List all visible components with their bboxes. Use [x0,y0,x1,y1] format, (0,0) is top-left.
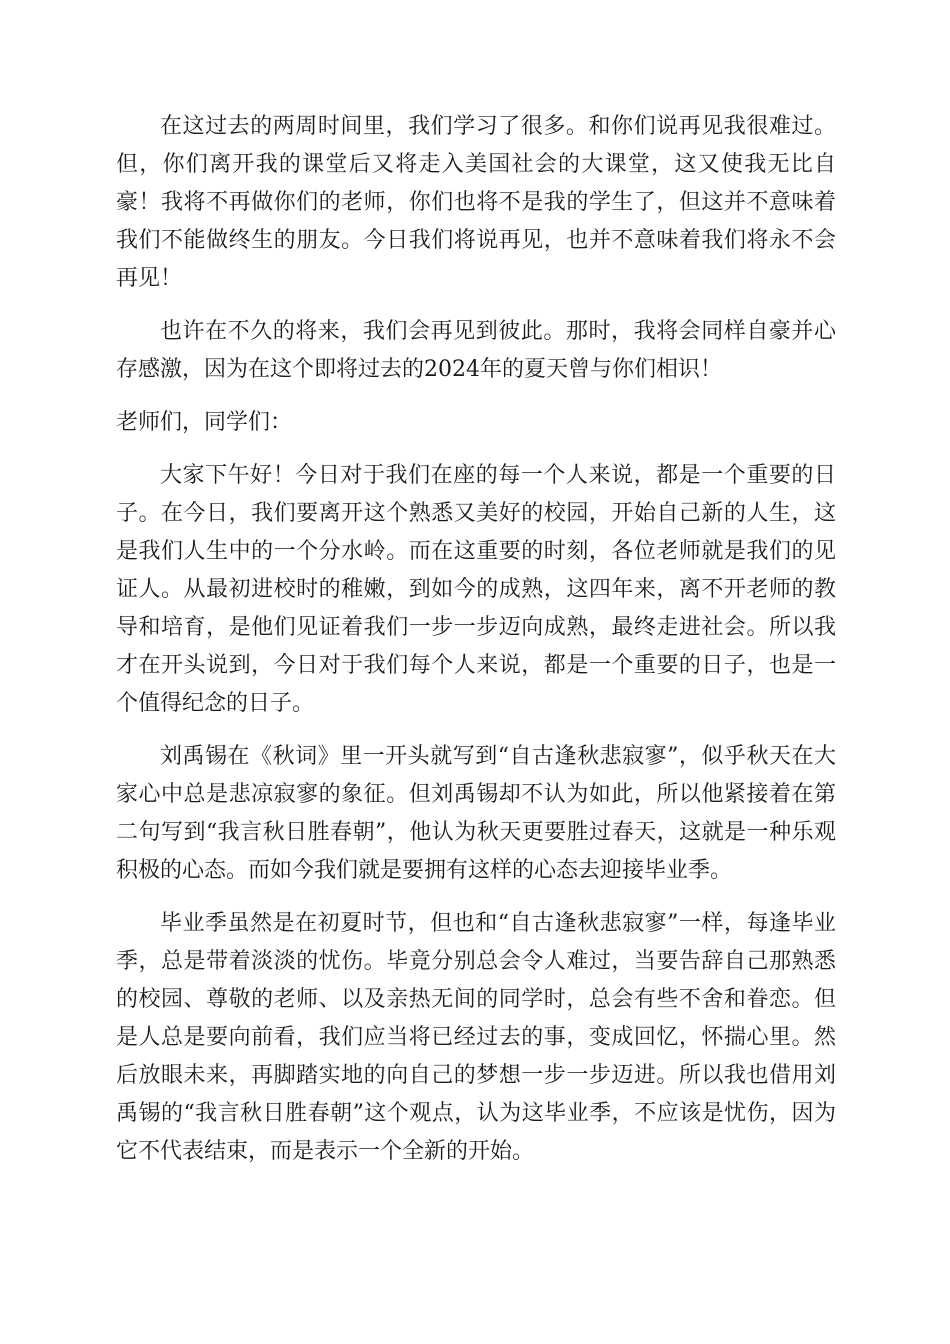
document-body [116,108,836,1186]
paragraph-autumn-poem: 刘禹锡在《秋词》里一开头就写到“自古逢秋悲寂寥”，似乎秋天在大家心中总是悲凉寂寥的象征。但刘禹锡却不认为如此，所以他紧接着在第二句写到“我言秋日胜春朝”，他认为秋天更要胜过春天，这就是一种乐观积极的心态。而如今我们就是要拥有这样的心态去迎接毕业季。 [116,744,836,883]
paragraph-farewell: 在这过去的两周时间里，我们学习了很多。和你们说再见我很难过。但，你们离开我的课堂后又将走入美国社会的大课堂，这又使我无比自豪！我将不再做你们的老师，你们也将不是我的学生了，但这并不意味着我们不能做终生的朋友。今日我们将说再见，也并不意味着我们将永不会再见！ [116,114,836,291]
paragraph-greeting: 大家下午好！今日对于我们在座的每一个人来说，都是一个重要的日子。在今日，我们要离开这个熟悉又美好的校园，开始自己新的人生，这是我们人生中的一个分水岭。而在这重要的时刻，各位老师就是我们的见证人。从最初进校时的稚嫩，到如今的成熟，这四年来，离不开老师的教导和培育，是他们见证着我们一步一步迈向成熟，最终走进社会。所以我才在开头说到，今日对于我们每个人来说，都是一个重要的日子，也是一个值得纪念的日子。 [116,463,836,716]
paragraph-future-reunion: 也许在不久的将来，我们会再见到彼此。那时，我将会同样自豪并心存感激，因为在这个即将过去的2024年的夏天曾与你们相识！ [116,319,836,382]
paragraph-graduation-season: 毕业季虽然是在初夏时节，但也和“自古逢秋悲寂寥”一样，每逢毕业季，总是带着淡淡的忧伤。毕竟分别总会令人难过，当要告辞自己那熟悉的校园、尊敬的老师、以及亲热无间的同学时，总会有些不舍和眷恋。但是人总是要向前看，我们应当将已经过去的事，变成回忆，怀揣心里。然后放眼未来，再脚踏实地的向自己的梦想一步一步迈进。所以我也借用刘禹锡的“我言秋日胜春朝”这个观点，认为这毕业季，不应该是忧伤，因为它不代表结束，而是表示一个全新的开始。 [116,911,836,1164]
paragraph-salutation: 老师们，同学们： [116,410,293,435]
